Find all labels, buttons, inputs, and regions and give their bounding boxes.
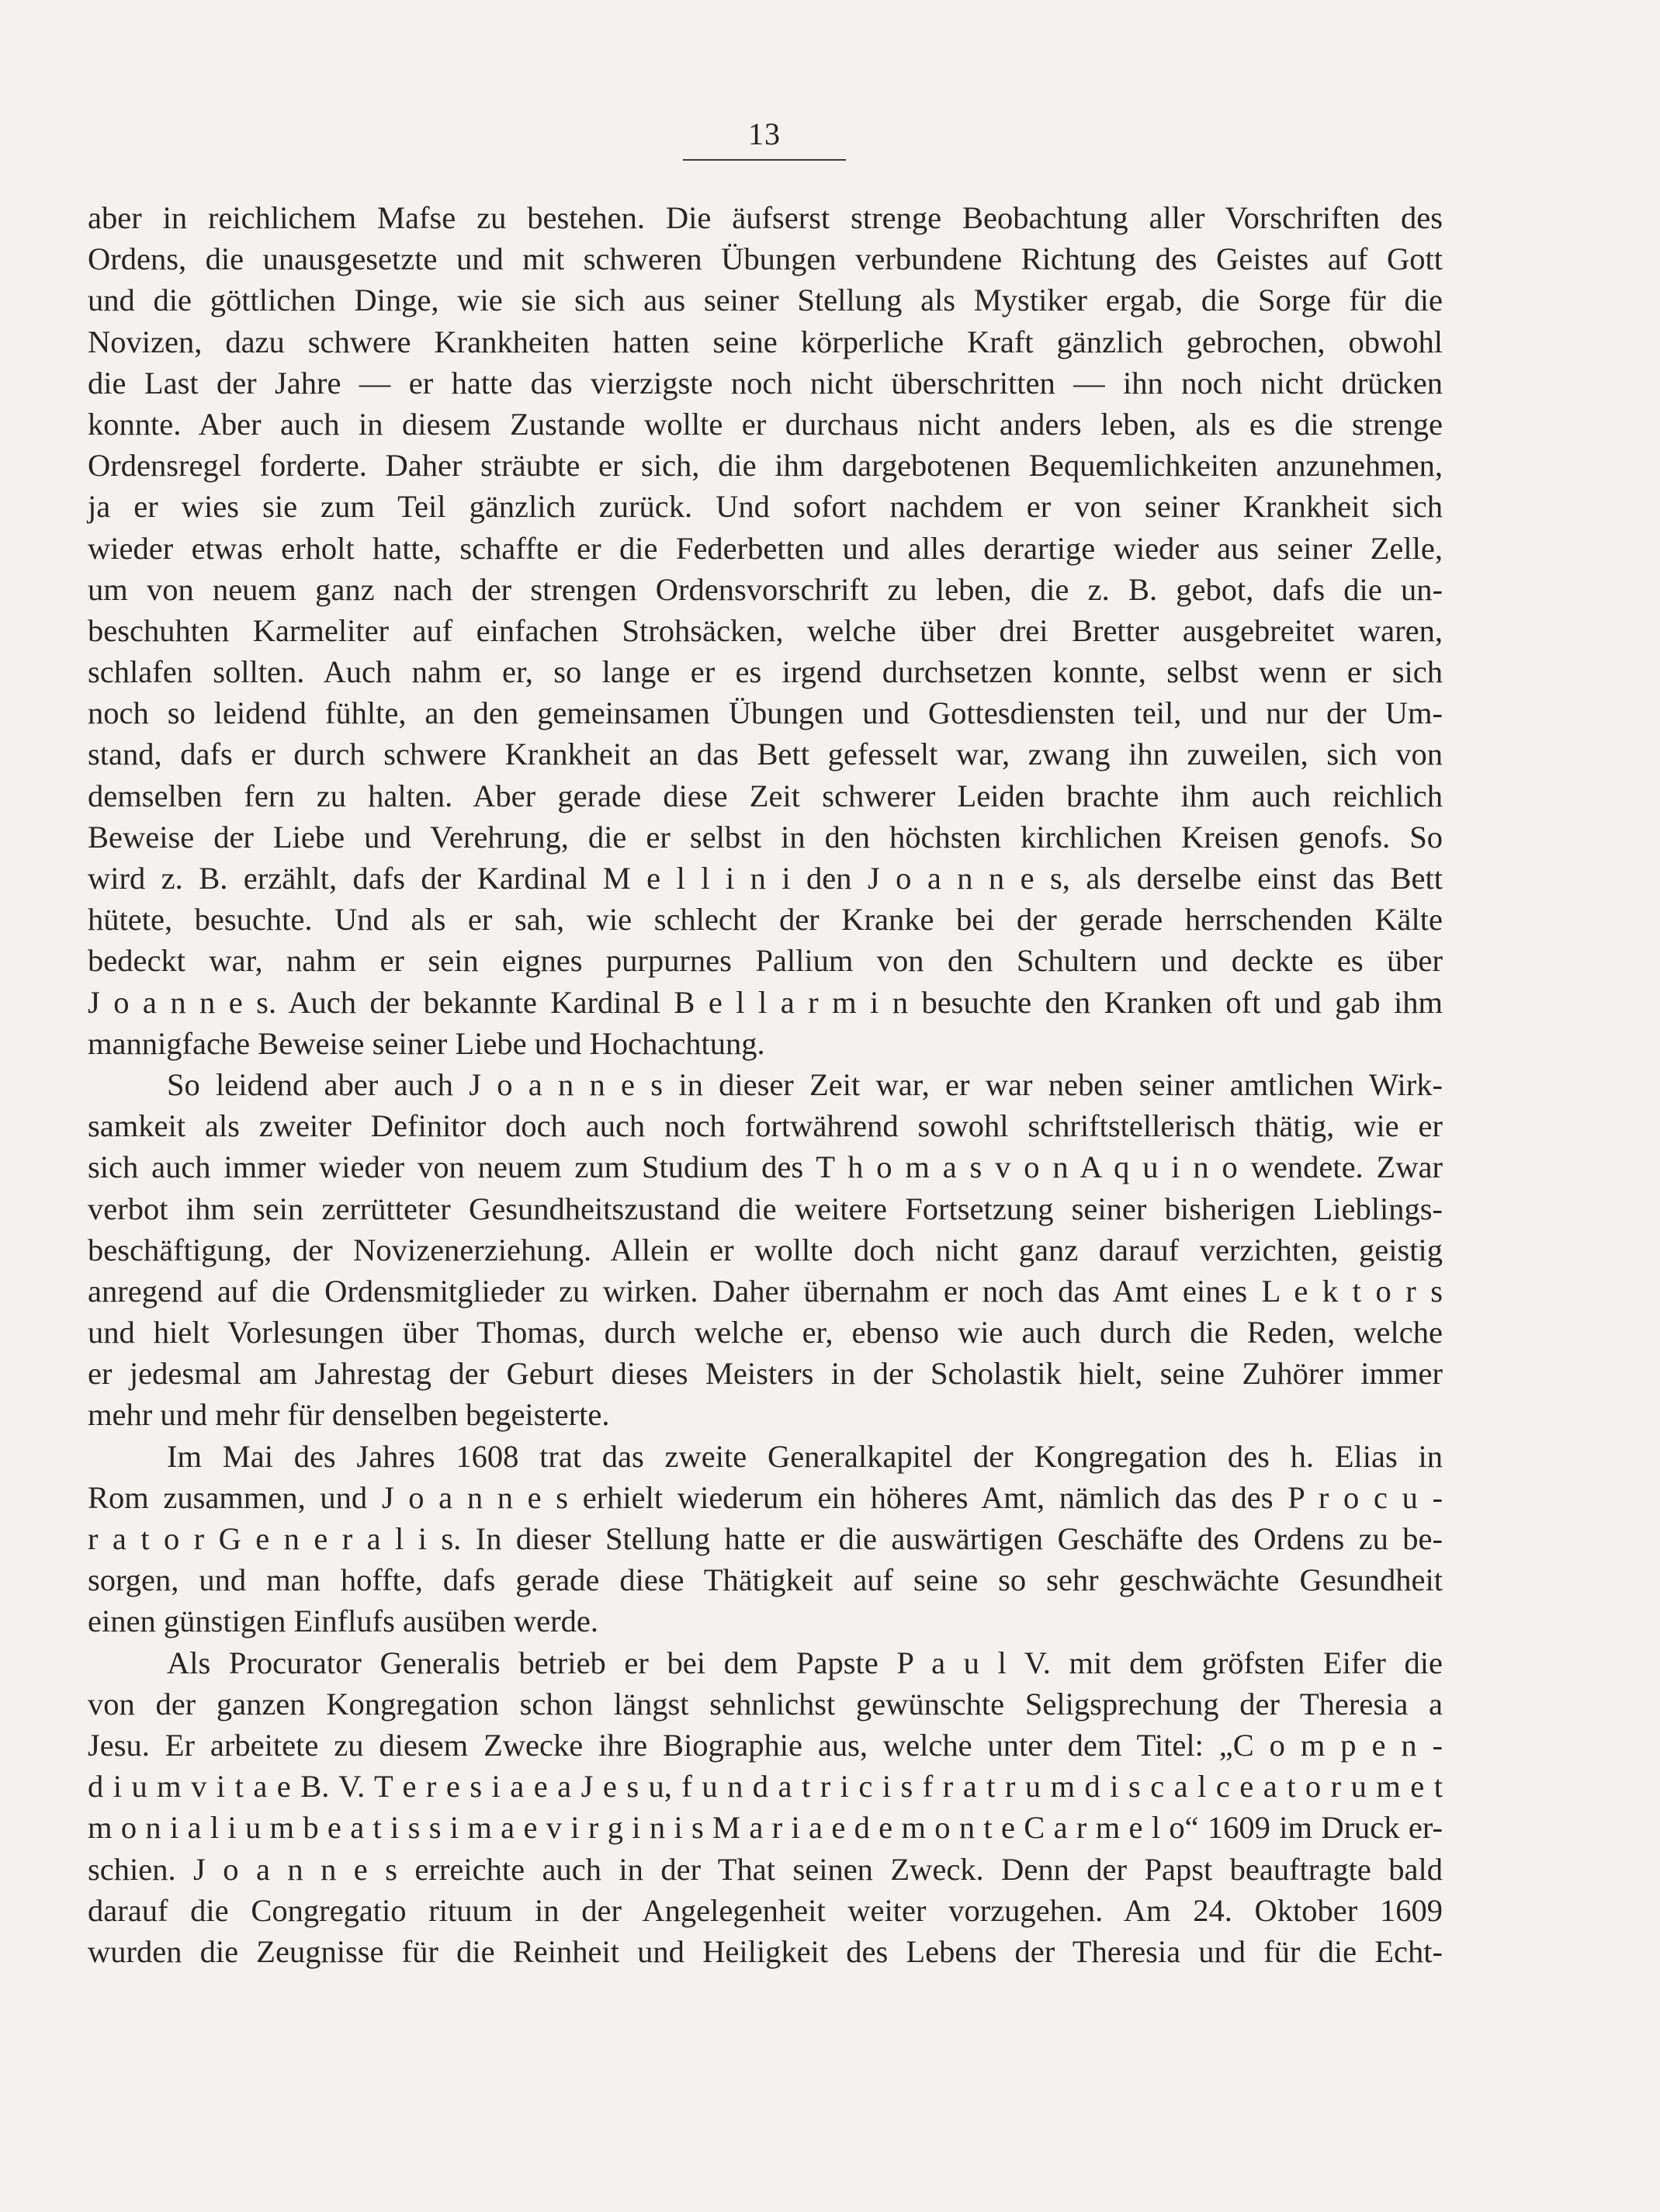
text-line: schlafen sollten. Auch nahm er, so lange er es irgend durchsetzen konnte, selbst wenn er sich [88,654,1443,690]
page-number-rule [683,159,846,161]
text-line: er jedesmal am Jahrestag der Geburt dieses Meisters in der Scholastik hielt, seine Zuhörer immer [88,1356,1443,1392]
text-line: sorgen, und man hoffte, dafs gerade diese Thätigkeit auf seine so sehr geschwächte Gesundheit [88,1562,1443,1598]
text-line: noch so leidend fühlte, an den gemeinsamen Übungen und Gottesdiensten teil, und nur der Um- [88,695,1443,731]
text-line: bedeckt war, nahm er sein eignes purpurnes Pallium von den Schultern und deckte es über [88,943,1443,979]
text-line: darauf die Congregatio rituum in der Angelegenheit weiter vorzugehen. Am 24. Oktober 1609 [88,1892,1443,1928]
text-line: einen günstigen Einflufs ausüben werde. [88,1604,598,1639]
text-line: r a t o r G e n e r a l i s. In dieser Stellung hatte er die auswärtigen Geschäfte des Ordens zu be- [88,1521,1443,1556]
text-line: J o a n n e s. Auch der bekannte Kardinal B e l l a r m i n besuchte den Kranken oft und gab ihm [88,984,1443,1020]
page-number: 13 [748,116,781,151]
text-line: konnte. Aber auch in diesem Zustande wollte er durchaus nicht anders leben, als es die strenge [88,406,1443,442]
text-line: wieder etwas erholt hatte, schaffte er die Federbetten und alles derartige wieder aus seiner Zelle, [88,530,1443,566]
text-line: d i u m v i t a e B. V. T e r e s i a e a J e s u, f u n d a t r i c i s f r a t r u m d i s c a l c e a t o r u m e t [88,1769,1443,1805]
text-line: um von neuem ganz nach der strengen Ordensvorschrift zu leben, die z. B. gebot, dafs die un- [88,571,1443,607]
text-line: wird z. B. erzählt, dafs der Kardinal M e l l i n i den J o a n n e s, als derselbe einst das Bett [88,861,1443,896]
text-line: und hielt Vorlesungen über Thomas, durch welche er, ebenso wie auch durch die Reden, welche [88,1315,1443,1350]
text-line: stand, dafs er durch schwere Krankheit an das Bett gefesselt war, zwang ihn zuweilen, sich von [88,737,1443,772]
text-line: ja er wies sie zum Teil gänzlich zurück. Und sofort nachdem er von seiner Krankheit sich [88,489,1443,525]
text-line: m o n i a l i u m b e a t i s s i m a e v i r g i n i s M a r i a e d e m o n t e C a r m e l o“ 1609 im Druck er- [88,1810,1443,1846]
text-line: von der ganzen Kongregation schon längst sehnlichst gewünschte Seligsprechung der Theresia a [88,1686,1443,1721]
text-line: Als Procurator Generalis betrieb er bei dem Papste P a u l V. mit dem gröfsten Eifer die [167,1645,1443,1680]
text-line: Ordens, die unausgesetzte und mit schweren Übungen verbundene Richtung des Geistes auf Gott [88,241,1443,277]
text-line: beschuhten Karmeliter auf einfachen Strohsäcken, welche über drei Bretter ausgebreitet waren, [88,612,1443,648]
text-line: Rom zusammen, und J o a n n e s erhielt wiederum ein höheres Amt, nämlich das des P r o c u - [88,1479,1443,1515]
text-line: Im Mai des Jahres 1608 trat das zweite Generalkapitel der Kongregation des h. Elias in [167,1438,1443,1474]
text-line: anregend auf die Ordensmitglieder zu wirken. Daher übernahm er noch das Amt eines L e k t o r s [88,1273,1443,1309]
text-line: Ordensregel forderte. Daher sträubte er sich, die ihm dargebotenen Bequemlichkeiten anzunehmen, [88,448,1443,484]
text-line: mehr und mehr für denselben begeisterte. [88,1397,610,1433]
text-line: und die göttlichen Dinge, wie sie sich aus seiner Stellung als Mystiker ergab, die Sorge für die [88,283,1443,318]
text-line: beschäftigung, der Novizenerziehung. Allein er wollte doch nicht ganz darauf verzichten, geistig [88,1232,1443,1267]
text-line: verbot ihm sein zerrütteter Gesundheitszustand die weitere Fortsetzung seiner bisherigen Lieblings- [88,1191,1443,1226]
text-line: demselben fern zu halten. Aber gerade diese Zeit schwerer Leiden brachte ihm auch reichlich [88,778,1443,813]
text-line: die Last der Jahre — er hatte das vierzigste noch nicht überschritten — ihn noch nicht drücken [88,365,1443,400]
text-line: schien. J o a n n e s erreichte auch in der That seinen Zweck. Denn der Papst beauftragte bald [88,1851,1443,1887]
text-line: hütete, besuchte. Und als er sah, wie schlecht der Kranke bei der gerade herrschenden Kälte [88,902,1443,938]
text-line: Beweise der Liebe und Verehrung, die er selbst in den höchsten kirchlichen Kreisen genofs. So [88,819,1443,855]
text-line: samkeit als zweiter Definitor doch auch noch fortwährend sowohl schriftstellerisch thätig, wie er [88,1108,1443,1144]
body-text [88,197,1443,1972]
text-line: wurden die Zeugnisse für die Reinheit und Heiligkeit des Lebens der Theresia und für die Echt- [88,1933,1443,1969]
text-line: Jesu. Er arbeitete zu diesem Zwecke ihre Biographie aus, welche unter dem Titel: „C o m p e n - [88,1727,1443,1763]
text-line: So leidend aber auch J o a n n e s in dieser Zeit war, er war neben seiner amtlichen Wirk- [167,1066,1443,1102]
text-line: mannigfache Beweise seiner Liebe und Hochachtung. [88,1025,765,1061]
text-line: Novizen, dazu schwere Krankheiten hatten seine körperliche Kraft gänzlich gebrochen, obwohl [88,324,1443,359]
text-line: aber in reichlichem Mafse zu bestehen. Die äufserst strenge Beobachtung aller Vorschriften des [88,200,1443,235]
text-line: sich auch immer wieder von neuem zum Studium des T h o m a s v o n A q u i n o wendete. Zwar [88,1149,1443,1185]
